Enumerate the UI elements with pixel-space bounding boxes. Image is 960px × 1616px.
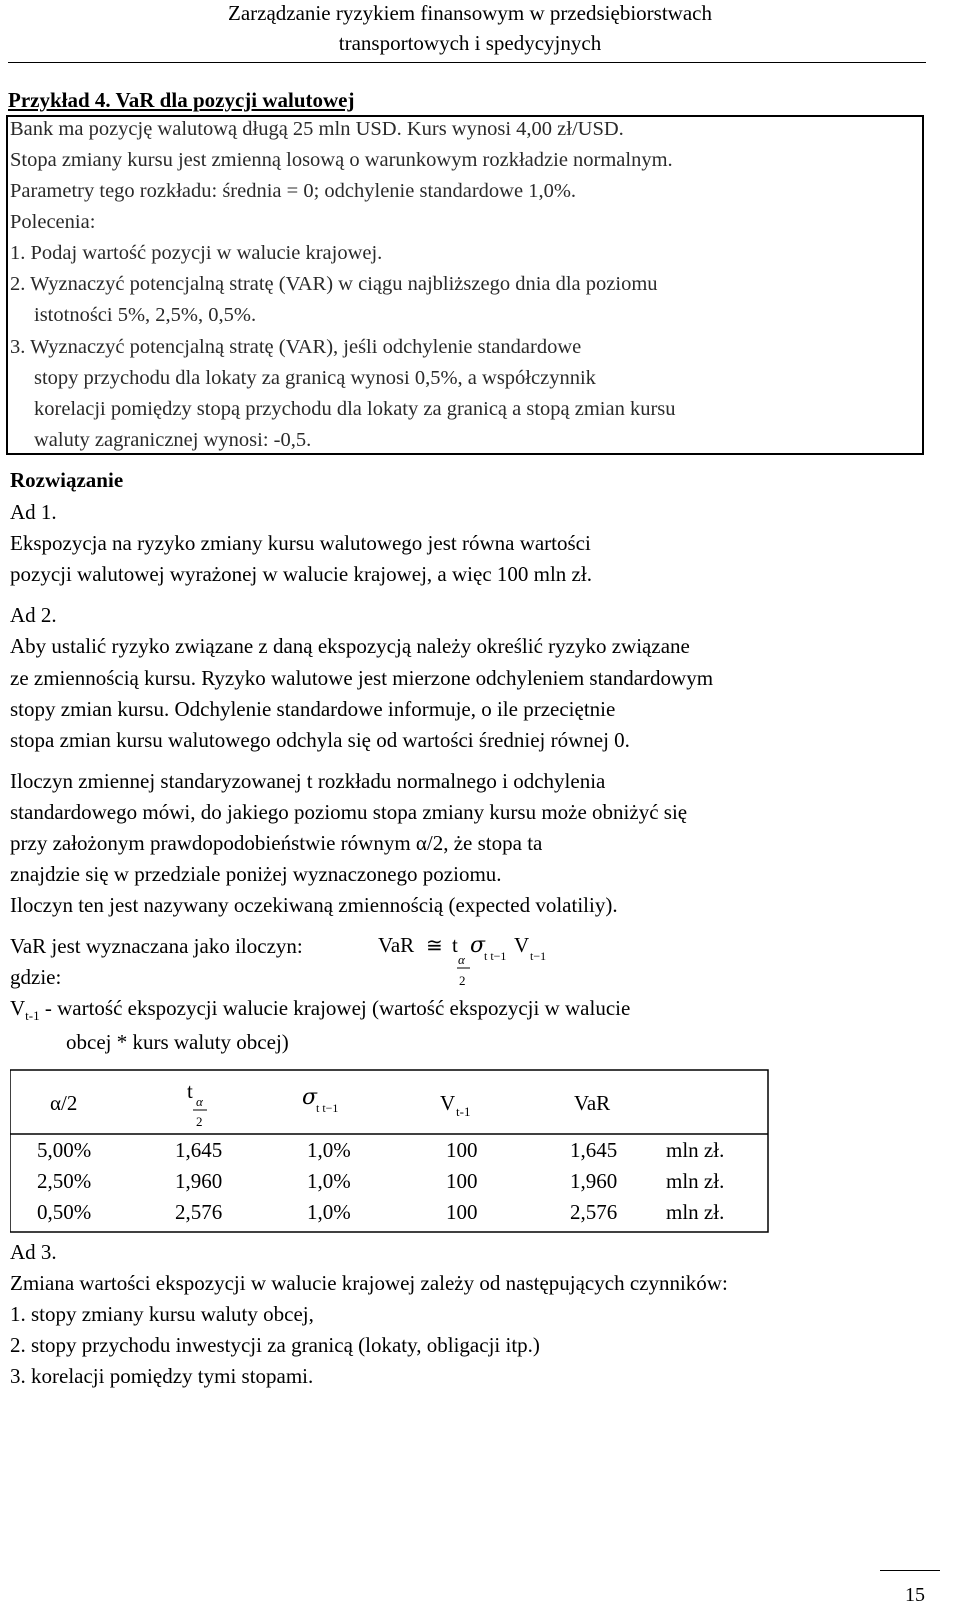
gdzie-label: gdzie: — [10, 965, 62, 989]
task-line: stopy przychodu dla lokaty za granicą wynosi 0,5%, a współczynnik — [34, 367, 596, 389]
cell: 1,0% — [307, 1138, 351, 1162]
task-line: istotności 5%, 2,5%, 0,5%. — [34, 304, 257, 326]
ad2-line: stopa zmian kursu walutowego odchyla się od wartości średniej równej 0. — [10, 728, 630, 752]
cell: 2,50% — [37, 1169, 92, 1193]
vt-definition-line-2: obcej * kurs waluty obcej) — [66, 1030, 289, 1054]
ad1-label: Ad 1. — [10, 500, 57, 524]
formula-v-sub: t−1 — [530, 949, 547, 963]
formula-v: V — [514, 933, 530, 957]
header-rule — [8, 62, 926, 63]
page-number-rule — [880, 1570, 940, 1571]
cell: mln zł. — [666, 1200, 725, 1224]
cell: mln zł. — [666, 1169, 725, 1193]
ad2-label: Ad 2. — [10, 603, 57, 627]
vt-definition-text: - wartość ekspozycji walucie krajowej (wartość ekspozycji w walucie — [39, 996, 631, 1020]
task-line: Polecenia: — [10, 211, 96, 233]
task-line: korelacji pomiędzy stopą przychodu dla lokaty za granicą a stopą zmian kursu — [34, 398, 676, 420]
formula-sigma-sub: t t−1 — [484, 949, 507, 963]
cell: 100 — [446, 1138, 478, 1162]
ad3-line: Zmiana wartości ekspozycji w walucie krajowej zależy od następujących czynników: — [10, 1271, 728, 1295]
vt-symbol: V — [10, 996, 26, 1020]
task-line: 1. Podaj wartość pozycji w walucie krajowej. — [10, 242, 383, 264]
cell: 2,576 — [570, 1200, 618, 1224]
cell: 100 — [446, 1200, 478, 1224]
var-formula — [378, 930, 598, 990]
cell: 1,960 — [175, 1169, 223, 1193]
ad1-line: Ekspozycja na ryzyko zmiany kursu walutowego jest równa wartości — [10, 531, 591, 555]
cell: 2,576 — [175, 1200, 223, 1224]
task-line: Stopa zmiany kursu jest zmienną losową o warunkowym rozkładzie normalnym. — [10, 149, 673, 171]
header-var: VaR — [574, 1091, 611, 1115]
formula-alpha: α — [458, 952, 465, 967]
ad3-line: 3. korelacji pomiędzy tymi stopami. — [10, 1364, 314, 1388]
para-line: Iloczyn ten jest nazywany oczekiwaną zmiennością (expected volatiliy). — [10, 893, 618, 917]
task-line: 2. Wyznaczyć potencjalną stratę (VAR) w ciągu najbliższego dnia dla poziomu — [10, 273, 658, 295]
table-border — [10, 1070, 768, 1232]
var-table — [10, 1068, 770, 1234]
task-line: Parametry tego rozkładu: średnia = 0; odchylenie standardowe 1,0%. — [10, 180, 577, 202]
formula-two: 2 — [459, 973, 466, 988]
para-line: standardowego mówi, do jakiego poziomu stopa zmiany kursu może obniżyć się — [10, 800, 688, 824]
cell: 1,645 — [570, 1138, 618, 1162]
header-t-two: 2 — [196, 1114, 203, 1129]
ad2-line: ze zmiennością kursu. Ryzyko walutowe jest mierzone odchyleniem standardowym — [10, 666, 714, 690]
header-sigma: σ — [302, 1085, 318, 1110]
page-number: 15 — [905, 1584, 925, 1606]
var-intro: VaR jest wyznaczana jako iloczyn: — [10, 934, 303, 958]
solution-heading: Rozwiązanie — [10, 468, 124, 492]
cell: 0,50% — [37, 1200, 92, 1224]
header-t-alpha: α — [196, 1094, 203, 1109]
formula-t: t — [452, 933, 458, 957]
example-title: Przykład 4. VaR dla pozycji walutowej — [8, 88, 355, 112]
task-line: 3. Wyznaczyć potencjalną stratę (VAR), jeśli odchylenie standardowe — [10, 336, 582, 358]
header-line-1: Zarządzanie ryzykiem finansowym w przedsiębiorstwach — [228, 1, 712, 25]
cell: 5,00% — [37, 1138, 92, 1162]
header-line-2: transportowych i spedycyjnych — [338, 31, 602, 55]
para-line: przy założonym prawdopodobieństwie równym α/2, że stopa ta — [10, 831, 543, 855]
formula-approx: ≅ — [426, 933, 443, 957]
cell: 1,645 — [175, 1138, 223, 1162]
cell: 1,0% — [307, 1200, 351, 1224]
task-line: Bank ma pozycję walutową długą 25 mln USD. Kurs wynosi 4,00 zł/USD. — [10, 118, 624, 140]
header-alpha2: α/2 — [50, 1091, 78, 1115]
vt-definition — [10, 996, 630, 1024]
header-sigma-sub: t t−1 — [316, 1101, 339, 1115]
para-line: znajdzie się w przedziale poniżej wyznaczonego poziomu. — [10, 862, 502, 886]
cell: 1,960 — [570, 1169, 618, 1193]
ad3-line: 1. stopy zmiany kursu waluty obcej, — [10, 1302, 314, 1326]
ad3-line: 2. stopy przychodu inwestycji za granicą (lokaty, obligacji itp.) — [10, 1333, 540, 1357]
vt-subscript: t-1 — [25, 1008, 40, 1024]
para-line: Iloczyn zmiennej standaryzowanej t rozkładu normalnego i odchylenia — [10, 769, 606, 793]
cell: 100 — [446, 1169, 478, 1193]
ad2-line: stopy zmian kursu. Odchylenie standardowe informuje, o ile przeciętnie — [10, 697, 616, 721]
task-line: waluty zagranicznej wynosi: -0,5. — [34, 429, 312, 451]
cell: mln zł. — [666, 1138, 725, 1162]
ad3-label: Ad 3. — [10, 1240, 57, 1264]
header-v-sub: t-1 — [456, 1104, 471, 1119]
cell: 1,0% — [307, 1169, 351, 1193]
header-t: t — [187, 1079, 193, 1103]
header-v: V — [440, 1091, 456, 1115]
formula-lhs: VaR — [378, 933, 415, 957]
formula-sigma: σ — [470, 933, 486, 958]
ad1-line: pozycji walutowej wyrażonej w walucie krajowej, a więc 100 mln zł. — [10, 562, 592, 586]
ad2-line: Aby ustalić ryzyko związane z daną ekspozycją należy określić ryzyko związane — [10, 634, 690, 658]
